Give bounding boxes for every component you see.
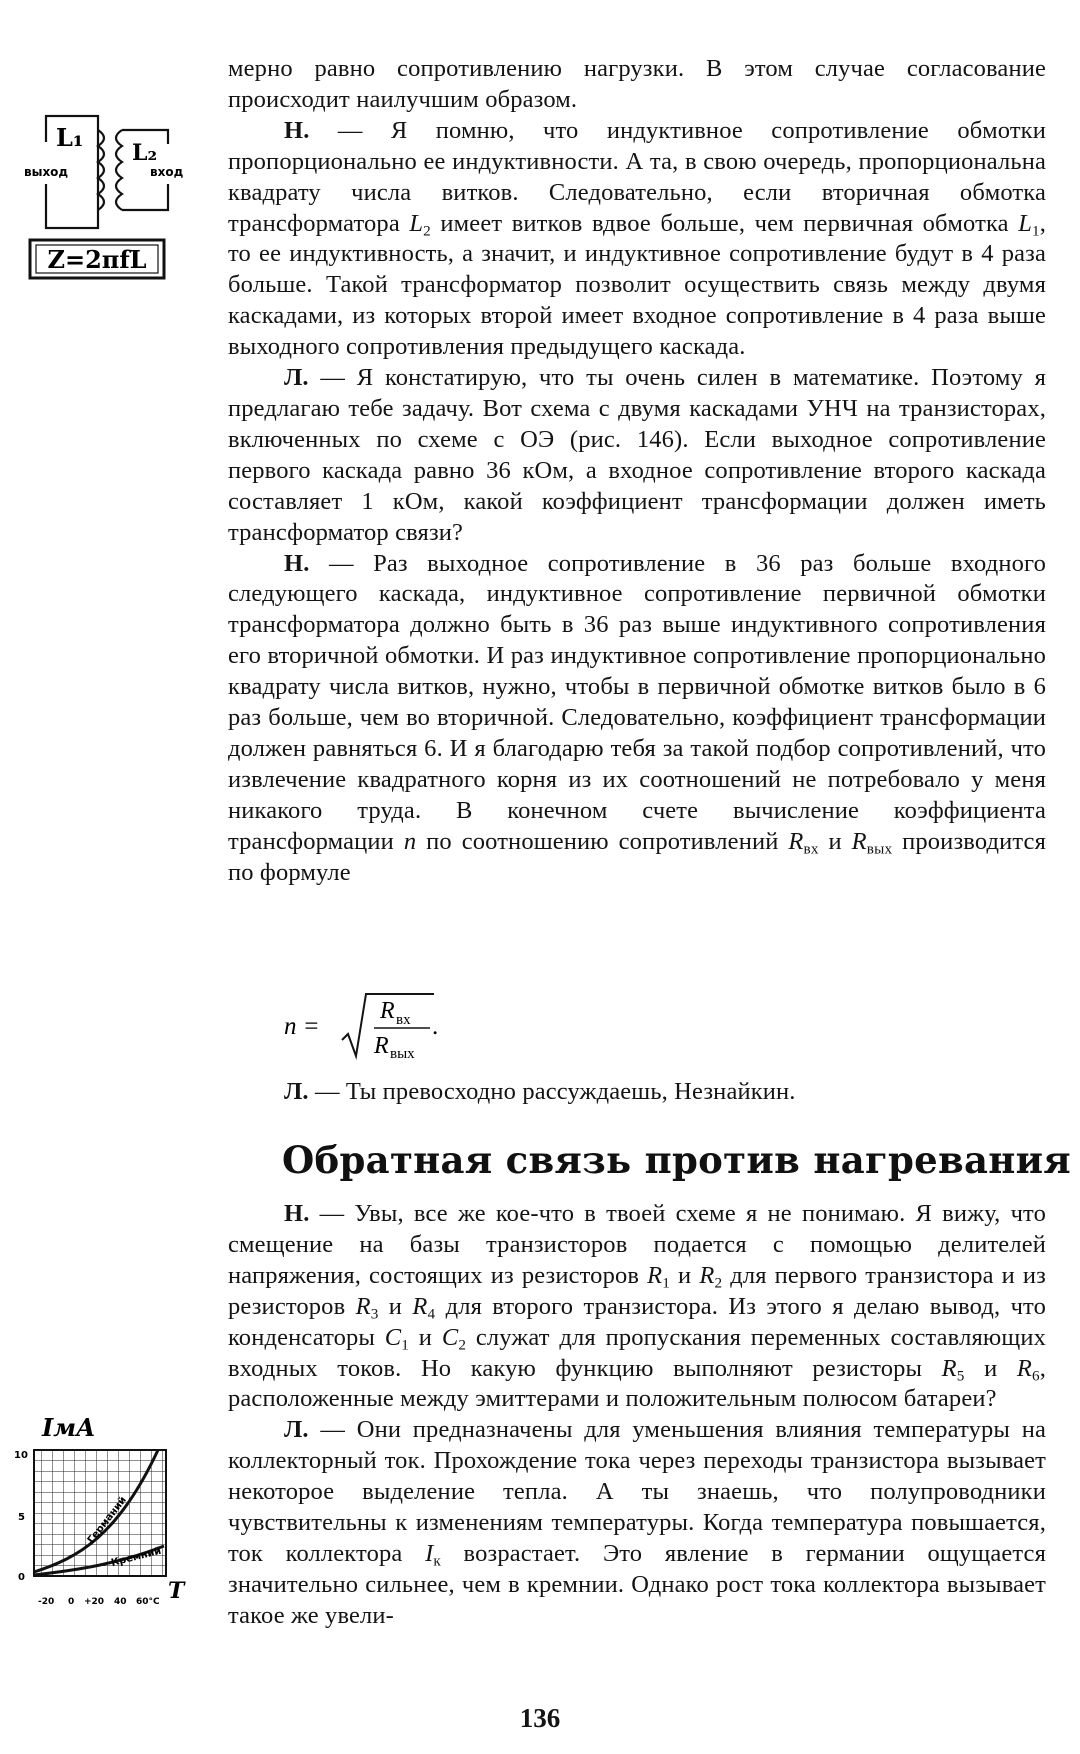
paragraph-1: Н. — Я помню, что индуктивное сопротивление обмотки пропорционально ее индуктивности. А та, в свою очередь, пропорциональна квадрату числа витков. Следовательно, если вторичная обмотка трансформатора $L_2$ имеет витков вдвое больше, чем первичная обмотка $L_1$, то ее индуктивность, а значит, и индуктивное сопротивление будут в 4 раза больше. Такой трансформатор позволит осуществить связь между двумя каскадами, из которых второй имеет входное сопротивление в 4 раза выше выходного сопротивления предыдущего каскада. [228,116,1046,361]
output-label: выход [24,165,69,179]
paragraph-2: Л. — Я констатирую, что ты очень силен в математике. Поэтому я предлагаю тебе задачу. Вот схема с двумя каскадами УНЧ на транзисторах, включенных по схеме с ОЭ (рис. 146). Если выходное сопротивление первого каскада равно 36 кОм, а входное сопротивление второго каскада составляет 1 кОм, какой коэффициент трансформации должен иметь трансформатор связи? [228,364,1046,546]
speaker-label: Л. [284,1078,309,1105]
formula-den-r: R [374,1033,389,1059]
paragraph-5: Л. — Они предназначены для уменьшения влияния температуры на коллекторный ток. Прохождение тока через переходы транзистора вызывает некоторое выделение тепла. А ты знаешь, что полупроводники чувствительны к изменениям температуры. Когда температура повышается, ток коллектора $I_к$ возрастает. Это явление в германии ощущается значительно сильнее, чем в кремнии. Однако рост тока коллектора вызывает такое же увели- [228,1416,1047,1629]
top-text-column [228,54,1046,888]
speaker-label: Н. [284,116,310,144]
l2-label: L₂ [132,140,158,166]
formula-num-r: R [380,998,395,1024]
speaker-label: Н. [284,1200,310,1227]
paragraph-0: мерно равно сопротивлению нагрузки. В этом случае согласование происходит наилучшим образом. [228,55,1046,113]
x-tick-minus20: -20 [38,1597,55,1607]
y-axis-label: IмА [42,1413,96,1442]
x-tick-0: 0 [68,1597,75,1607]
section-title: Обратная связь против нагревания [282,1138,1072,1182]
formula-dot: . [432,1013,439,1040]
speaker-label: Н. [284,549,310,577]
page-number: 136 [519,1703,561,1733]
y-tick-0: 0 [18,1572,25,1583]
formula-lhs: n = [284,1013,320,1040]
paragraph-after-formula: Л. — Ты превосходно рассуждаешь, Незнайкин. [284,1078,796,1105]
x-tick-60: 60°C [136,1597,160,1607]
paragraph-4: Н. — Увы, все же кое-что в твоей схеме я не понимаю. Я вижу, что смещение на базы транзисторов подается с помощью делителей напряжения, состоящих из резисторов $R_1$ и $R_2$ для первого транзистора и из резисторов $R_3$ и $R_4$ для второго транзистора. Из этого я делаю вывод, что конденсаторы $C_1$ и $C_2$ служат для пропускания переменных составляющих входных токов. Но какую функцию выполняют резисторы $R_5$ и $R_6$, расположенные между эмиттерами и положительным полюсом батареи? [228,1200,1047,1413]
bottom-text-column [228,1199,1046,1632]
x-tick-plus20: +20 [84,1597,105,1607]
x-axis-label: T [168,1578,185,1604]
l2-coil [116,130,122,210]
transformer-figure [22,112,192,282]
y-tick-10: 10 [14,1450,28,1461]
speaker-label: Л. [284,364,309,392]
after-formula-text [228,1077,1046,1108]
speaker-label: Л. [284,1416,309,1444]
germanium-label: Германий [85,1494,129,1546]
formula-num-sub: вх [396,1012,411,1028]
paragraph-3: Н. — Раз выходное сопротивление в 36 раз больше входного следующего каскада, индуктивное сопротивление первичной обмотки трансформатора должно быть в 36 раз выше индуктивного сопротивления его вторичной обмотки. И раз индуктивное сопротивление пропорционально квадрату числа витков, нужно, чтобы в первичной обмотке витков было в 6 раз больше, чем во вторичной. Следовательно, коэффициент трансформации должен равняться 6. И я благодарю тебя за такой подбор сопротивлений, что извлечение квадратного корня из их соотношений не потребовало у меня никакого труда. В конечном счете вычисление коэффициента трансформации n по соотношению сопротивлений $R_{вх}$ и $R_{вых}$ производится по формуле [228,549,1046,886]
silicon-label: Кремний [110,1545,163,1569]
y-tick-5: 5 [18,1512,25,1523]
input-label: вход [150,165,184,179]
l1-label: L₁ [56,123,84,152]
temperature-current-figure [8,1408,194,1624]
formula-transform-ratio [284,990,504,1060]
x-tick-40: 40 [114,1597,127,1607]
formula-den-sub: вых [390,1046,415,1060]
impedance-formula: Z=2πfL [47,245,147,274]
